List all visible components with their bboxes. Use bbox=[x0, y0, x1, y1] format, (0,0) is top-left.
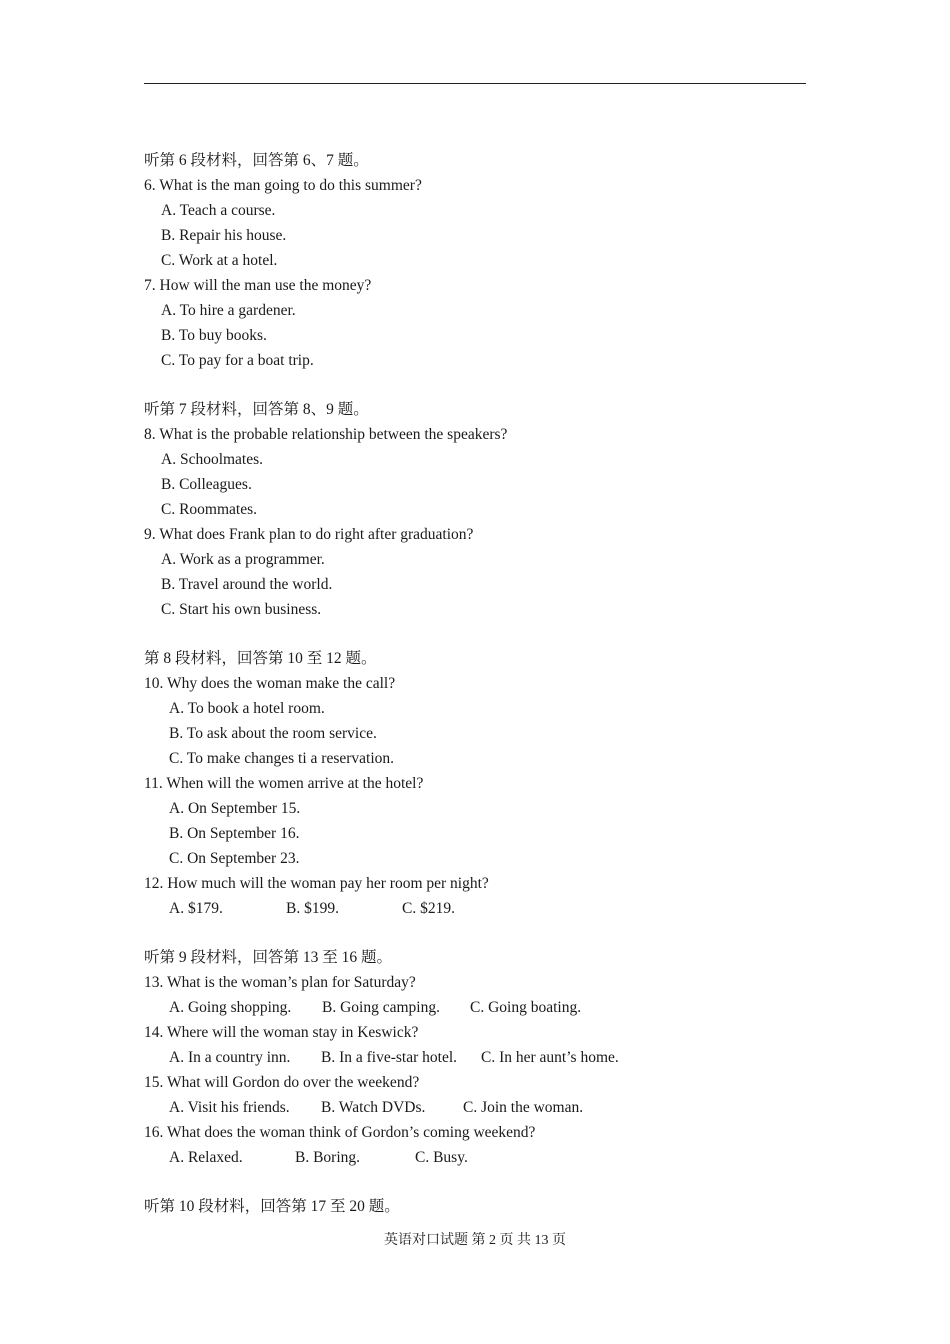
option-8c: C. Roommates. bbox=[161, 501, 258, 518]
option-10a: A. To book a hotel room. bbox=[169, 700, 325, 717]
section-heading: 听第 9 段材料，回答第 13 至 16 题。 bbox=[144, 949, 393, 966]
option-7a: A. To hire a gardener. bbox=[161, 302, 296, 319]
question-11: 11. When will the women arrive at the hotel? bbox=[144, 775, 424, 792]
question-8: 8. What is the probable relationship between the speakers? bbox=[144, 426, 508, 443]
option-11b: B. On September 16. bbox=[169, 825, 300, 842]
option-15c: C. Join the woman. bbox=[463, 1099, 584, 1116]
question-16: 16. What does the woman think of Gordon’s coming weekend? bbox=[144, 1124, 536, 1141]
exam-content bbox=[144, 148, 824, 1219]
section-heading: 听第 10 段材料，回答第 17 至 20 题。 bbox=[144, 1198, 400, 1215]
section-heading: 第 8 段材料，回答第 10 至 12 题。 bbox=[144, 650, 377, 667]
option-6c: C. Work at a hotel. bbox=[161, 252, 278, 269]
options-row-12 bbox=[144, 896, 824, 921]
option-9a: A. Work as a programmer. bbox=[161, 551, 325, 568]
option-14c: C. In her aunt’s home. bbox=[481, 1049, 619, 1066]
options-row-14 bbox=[144, 1045, 824, 1070]
option-15b: B. Watch DVDs. bbox=[321, 1099, 426, 1116]
option-14b: B. In a five-star hotel. bbox=[321, 1049, 458, 1066]
option-12c: C. $219. bbox=[402, 900, 455, 917]
option-13a: A. Going shopping. bbox=[169, 999, 292, 1016]
question-14: 14. Where will the woman stay in Keswick? bbox=[144, 1024, 419, 1041]
option-10c: C. To make changes ti a reservation. bbox=[169, 750, 395, 767]
option-16c: C. Busy. bbox=[415, 1149, 468, 1166]
section-heading: 听第 6 段材料，回答第 6、7 题。 bbox=[144, 152, 369, 169]
option-6b: B. Repair his house. bbox=[161, 227, 287, 244]
question-13: 13. What is the woman’s plan for Saturday? bbox=[144, 974, 416, 991]
options-row-15 bbox=[144, 1095, 824, 1120]
section-heading: 听第 7 段材料，回答第 8、9 题。 bbox=[144, 401, 369, 418]
question-15: 15. What will Gordon do over the weekend? bbox=[144, 1074, 420, 1091]
question-12: 12. How much will the woman pay her room per night? bbox=[144, 875, 489, 892]
option-7c: C. To pay for a boat trip. bbox=[161, 352, 314, 369]
option-13b: B. Going camping. bbox=[322, 999, 440, 1016]
question-6: 6. What is the man going to do this summer? bbox=[144, 177, 422, 194]
option-16b: B. Boring. bbox=[295, 1149, 361, 1166]
question-10: 10. Why does the woman make the call? bbox=[144, 675, 396, 692]
option-9c: C. Start his own business. bbox=[161, 601, 322, 618]
option-11a: A. On September 15. bbox=[169, 800, 301, 817]
header-rule bbox=[144, 83, 806, 84]
option-12b: B. $199. bbox=[286, 900, 339, 917]
question-9: 9. What does Frank plan to do right after graduation? bbox=[144, 526, 474, 543]
option-7b: B. To buy books. bbox=[161, 327, 267, 344]
option-11c: C. On September 23. bbox=[169, 850, 300, 867]
option-16a: A. Relaxed. bbox=[169, 1149, 243, 1166]
page-footer: 英语对口试题 第 2 页 共 13 页 bbox=[384, 1233, 566, 1248]
option-8a: A. Schoolmates. bbox=[161, 451, 264, 468]
question-7: 7. How will the man use the money? bbox=[144, 277, 372, 294]
options-row-16 bbox=[144, 1145, 824, 1170]
option-15a: A. Visit his friends. bbox=[169, 1099, 290, 1116]
options-row-13 bbox=[144, 995, 824, 1020]
option-10b: B. To ask about the room service. bbox=[169, 725, 377, 742]
option-9b: B. Travel around the world. bbox=[161, 576, 333, 593]
option-8b: B. Colleagues. bbox=[161, 476, 252, 493]
option-6a: A. Teach a course. bbox=[161, 202, 276, 219]
option-12a: A. $179. bbox=[169, 900, 223, 917]
option-13c: C. Going boating. bbox=[470, 999, 582, 1016]
option-14a: A. In a country inn. bbox=[169, 1049, 291, 1066]
